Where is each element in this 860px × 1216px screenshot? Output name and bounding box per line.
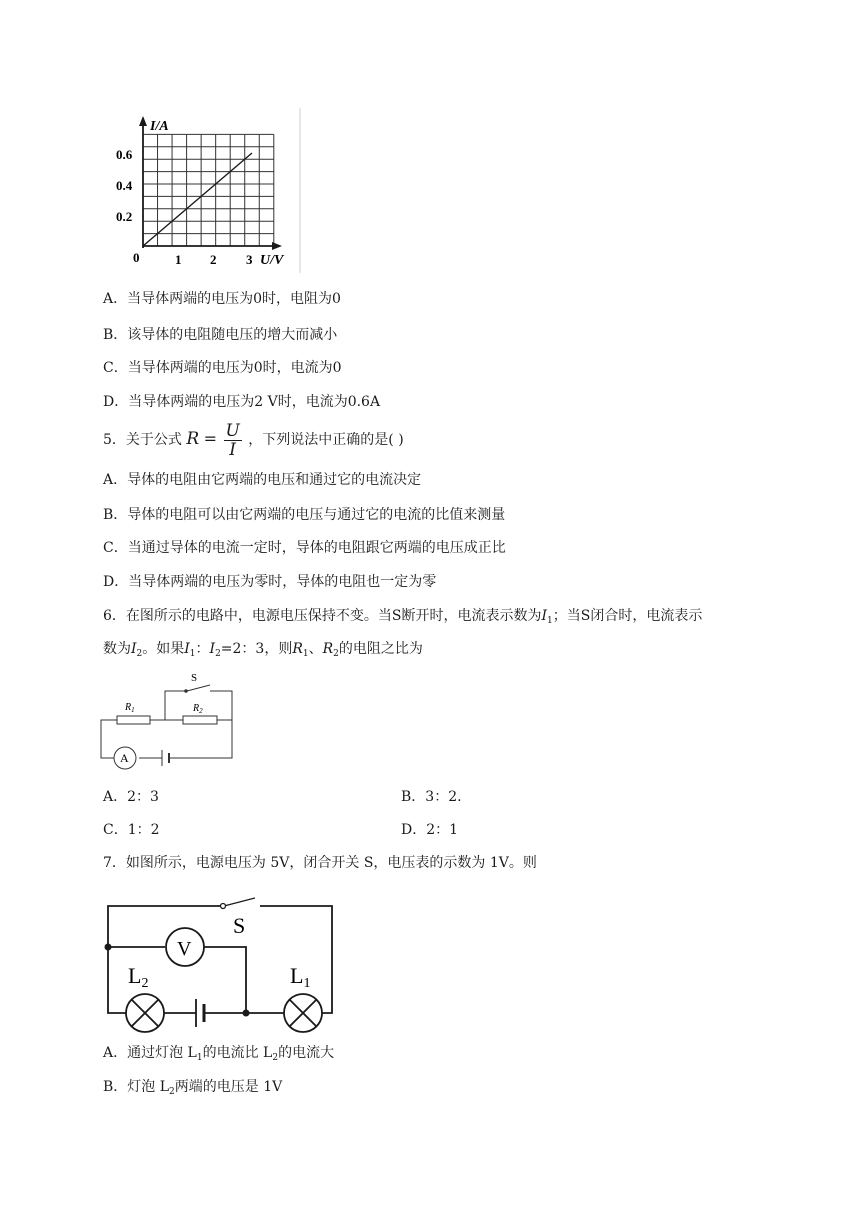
- wire-voltmeter-right: [204, 947, 246, 1013]
- q5-option-d: D．当导体两端的电压为零时，导体的电阻也一定为零: [103, 574, 437, 590]
- l1-label: L1: [290, 963, 311, 991]
- q6-stem-line1: 6．在图所示的电路中，电源电压保持不变。当S断开时，电流表示数为$I_1$；当S闭合时，电流表示: [103, 608, 703, 626]
- switch-s: [187, 685, 210, 691]
- q4-option-b: B．该导体的电阻随电压的增大而减小: [103, 327, 338, 343]
- r2-label: $R_2$: [193, 703, 203, 715]
- x-axis-label: U/V: [260, 253, 284, 268]
- x-axis-arrow: [272, 242, 282, 250]
- resistor-r2: [183, 716, 217, 724]
- x-tick-2: 2: [210, 252, 217, 267]
- wire-left-down: [108, 947, 126, 1013]
- y-axis-arrow: [139, 116, 147, 126]
- q6-circuit: [95, 670, 240, 775]
- y-tick-0-6: 0.6: [116, 147, 133, 162]
- q7-option-a: A．通过灯泡 $L_1$的电流比 $L_2$的电流大: [103, 1045, 335, 1063]
- data-line: [143, 153, 252, 246]
- formula-fraction: $\frac{U}{I}$: [225, 420, 240, 460]
- q7-stem: 7．如图所示，电源电压为 5V，闭合开关 S，电压表的示数为 1V。则: [103, 855, 537, 871]
- iu-graph: [100, 108, 310, 278]
- switch-label: S: [233, 913, 246, 938]
- q6-option-a: A．2：3: [103, 789, 159, 805]
- formula-r: R: [186, 429, 200, 449]
- resistor-r1: [117, 716, 150, 724]
- wire-bottom-right: [169, 720, 232, 758]
- origin-label: 0: [133, 250, 140, 265]
- wire-switch-left: [165, 691, 185, 720]
- junction-right: [243, 1010, 250, 1017]
- q6-option-c: C．1：2: [103, 822, 160, 838]
- wire-top-left: [108, 906, 222, 947]
- x-tick-3: 3: [246, 252, 253, 267]
- q7-option-b: B．灯泡 $L_2$两端的电压是 1V: [103, 1079, 283, 1097]
- ammeter-label: A: [120, 751, 129, 765]
- q4-option-c: C．当导体两端的电压为0时，电流为0: [103, 360, 342, 376]
- x-tick-1: 1: [175, 252, 182, 267]
- switch-label: S: [191, 672, 198, 684]
- q4-option-d: D．当导体两端的电压为2 V时，电流为0.6A: [103, 394, 381, 410]
- q6-option-d: D．2：1: [401, 822, 459, 838]
- q6-stem-line2: 数为$I_2$。如果$I_1$：$I_2=2$：3，则$R_1$、$R_2$的电阻之比为: [103, 641, 423, 659]
- q5-option-b: B．导体的电阻可以由它两端的电压与通过它的电流的比值来测量: [103, 507, 506, 523]
- switch-contact: [221, 904, 226, 909]
- junction-left: [105, 944, 112, 951]
- y-tick-0-2: 0.2: [116, 209, 133, 224]
- q6-option-b: B．3：2.: [401, 789, 462, 805]
- q5-stem: 5．关于公式 R = $\frac{U}{I}$ ，下列说法中正确的是( ): [103, 420, 404, 460]
- q5-option-c: C．当通过导体的电流一定时，导体的电阻跟它两端的电压成正比: [103, 540, 506, 556]
- q4-option-a: A．当导体两端的电压为0时，电阻为0: [103, 291, 341, 307]
- l2-label: L2: [128, 963, 149, 991]
- q5-option-a: A．导体的电阻由它两端的电压和通过它的电流决定: [103, 472, 422, 488]
- y-tick-0-4: 0.4: [116, 178, 133, 193]
- switch-contact: [184, 689, 188, 693]
- voltmeter-label: V: [177, 938, 192, 960]
- r1-label: $R_1$: [125, 702, 135, 714]
- q7-circuit: [100, 895, 340, 1035]
- y-axis-label: I/A: [150, 119, 169, 134]
- switch-s-blade: [224, 898, 255, 906]
